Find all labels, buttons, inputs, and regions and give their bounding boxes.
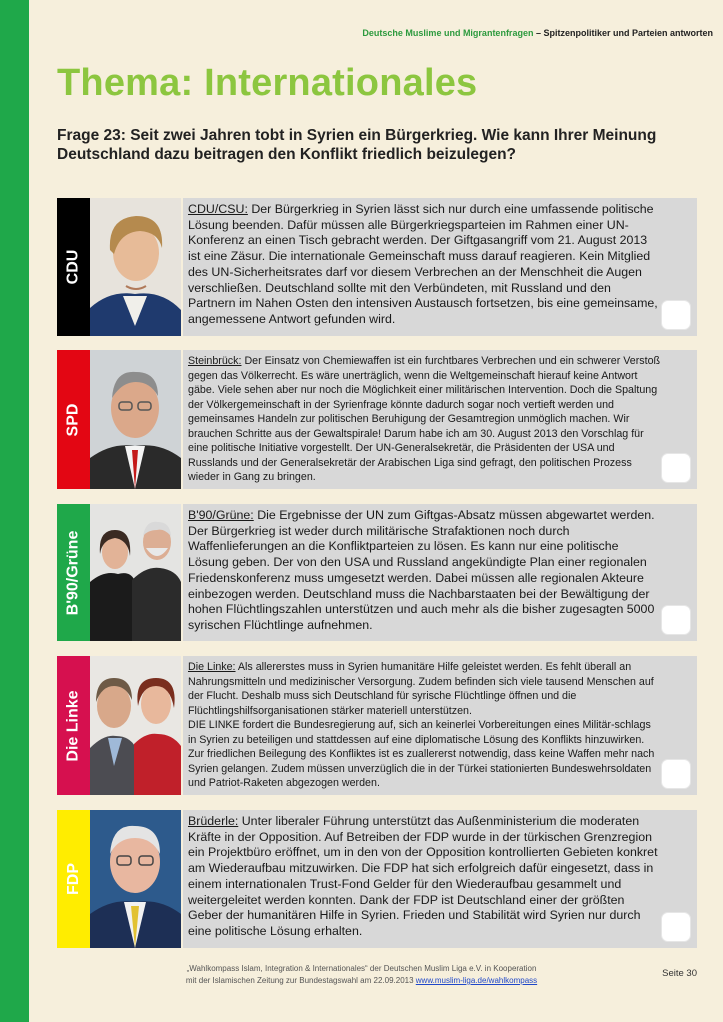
portrait-photo xyxy=(90,504,181,641)
answer-text-box xyxy=(183,656,697,795)
answer-paragraph xyxy=(188,660,661,718)
party-tab-spd xyxy=(57,350,90,489)
answer-text-box xyxy=(183,504,697,641)
footer-line-1: „Wahlkompass Islam, Integration & Internationales“ der Deutschen Muslim Liga e.V. in Kooperation xyxy=(186,964,537,973)
question-text: Frage 23: Seit zwei Jahren tobt in Syrien ein Bürgerkrieg. Wie kann Ihrer Meinung Deutschland dazu beitragen den Konflikt friedlich beizulegen? xyxy=(57,127,657,163)
party-tab-label: B'90/Grüne xyxy=(64,530,82,615)
answer-checkbox[interactable] xyxy=(661,453,691,483)
speaker-name: CDU/CSU: xyxy=(188,202,248,216)
answer-paragraph xyxy=(188,202,661,328)
party-answer-fdp xyxy=(57,810,697,948)
header-subtitle: – Spitzenpolitiker und Parteien antworten xyxy=(535,28,713,38)
answer-text: Der Einsatz von Chemiewaffen ist ein furchtbares Verbrechen und ein schwerer Verstoß gegen das Völkerrecht. Es wäre unerträglich, wenn die Weltgemeinschaft hierauf keine Antwort gäbe. Viele sehen aber nur noch die Möglichkeit einer militärischen Intervention. Doch die Spaltung der Völkergemeinschaft in der Syrienfrage könnte dadurch sogar noch vertieft werden und gemeinsames Handeln zur politischen Beruhigung der Gesamtregion unmöglich machen. Wir brauchen Schritte aus der Gewaltspirale! Darum habe ich am 30. August 2013 den Vorschlag für eine politische Initiative vorgestellt. Der UN-Generalsekretär, die Präsidenten der USA und Russlands und der Generalsekretär der Arabischen Liga sind gefragt, den politischen Prozess wieder in Gang zu bringen. xyxy=(188,355,661,483)
footer-link[interactable]: www.muslim-liga.de/wahlkompass xyxy=(415,976,538,985)
party-tab-cdu xyxy=(57,198,90,336)
speaker-name: Die Linke: xyxy=(188,661,236,673)
portrait-photo xyxy=(90,198,181,336)
speaker-name: Brüderle: xyxy=(188,814,239,828)
party-answer-cdu xyxy=(57,198,697,336)
left-accent-bar xyxy=(0,0,29,1022)
party-tab-linke xyxy=(57,656,90,795)
party-tab-label: Die Linke xyxy=(64,689,82,762)
page-footer xyxy=(0,963,723,987)
party-tab-label: FDP xyxy=(64,863,82,895)
answer-text-box xyxy=(183,198,697,336)
footer-line-2 xyxy=(0,975,723,987)
header-topic: Deutsche Muslime und Migrantenfragen xyxy=(362,28,534,38)
party-answer-linke xyxy=(57,656,697,795)
page-title: Thema: Internationales xyxy=(57,62,478,104)
answer-checkbox[interactable] xyxy=(661,605,691,635)
answer-text: Die Ergebnisse der UN zum Giftgas-Absatz müssen abgewartet werden. Der Bürgerkrieg ist weder durch militärische Strafaktionen noch durch Waffenlieferungen an die Konfliktparteien zu lösen. Es kann nur eine politische Lösung geben. Der von den USA und Russland angekündigte Plan einer regionalen Friedenskonferenz muss umgesetzt werden. Dabei müssen alle regionalen Akteure einbezogen werden. Deutschland muss die Nachbarstaaten bei der Bewältigung der hohen Flüchtlingszahlen unterstützen und auch mehr als die bisher zugesagten 5000 syrischen Flüchtlinge aufnehmen. xyxy=(188,508,655,632)
portrait-photo xyxy=(90,810,181,948)
page-number: Seite 30 xyxy=(662,968,697,979)
answer-paragraph xyxy=(188,508,661,634)
answer-checkbox[interactable] xyxy=(661,759,691,789)
party-tab-label: CDU xyxy=(64,249,82,285)
answer-text: Als allererstes muss in Syrien humanitäre Hilfe geleistet werden. Es fehlt überall an Nahrungsmitteln und medizinischer Versorgung. Zudem befinden sich viele tausend Menschen auf der Flucht. Deshalb muss sich Deutschland für syrische Flüchtlinge öffnen und die Flüchtlingshilfsorganisationen stärker materiell unterstützen. xyxy=(188,661,654,717)
answer-text-box xyxy=(183,350,697,489)
answer-paragraph-2: DIE LINKE fordert die Bundesregierung auf, sich an keinerlei Vorbereitungen eines Militär-schlags in Syrien zu beteiligen und stattdessen auf eine diplomatische Lösung des Konflikts hinzuwirken. Zur friedlichen Beilegung des Konfliktes ist es zuallererst notwendig, dass keine Waffen mehr nach Syrien gelangen. Zudem müssen unverzüglich die in der Türkei stationierten Bundeswehrsoldaten und Patriot-Raketen abgezogen werden. xyxy=(188,719,655,789)
speaker-name: B'90/Grüne: xyxy=(188,508,254,522)
speaker-name: Steinbrück: xyxy=(188,355,242,367)
page-header xyxy=(362,28,713,38)
answer-text: Unter liberaler Führung unterstützt das Außenministerium die moderaten Kräfte in der Opposition. Auf Betreiben der FDP wurde in der türkischen Grenzregion ein Projektbüro eröffnet, um in den von der Opposition kontrollierten Gebieten konkret am Wiederaufbau mitzuwirken. Die FDP hat sich erfolgreich dafür eingesetzt, dass in einem internationalen Trust-Fond Gelder für den Wiederaufbau gesammelt und weitergeleitet werden konnten. Dank der FDP ist Deutschland einer der größten Geber der humanitären Hilfe in Syrien. Frieden und Stabilität wird Syrien nur durch eine politische Lösung erhalten. xyxy=(188,814,658,938)
answer-text: Der Bürgerkrieg in Syrien lässt sich nur durch eine umfassende politische Lösung beenden. Dafür müssen alle Bürgerkriegsparteien im Rahmen einer UN-Konferenz an einen Tisch gebracht werden. Der Giftgasangriff vom 21. August 2013 ist eine Zäsur. Die internationale Gemeinschaft muss darauf reagieren. Kein Mitglied des UN-Sicherheitsrates darf vor diesem Verbrechen an der Menschheit die Augen verschließen. Deutschland sollte mit den Verbündeten, mit Russland und den Partnern im Nahen Osten den intensiven Austausch fortsetzen, bis eine gemeinsame, angemessene Antwort gefunden wird. xyxy=(188,202,658,326)
portrait-photo xyxy=(90,656,181,795)
party-tab-gruene xyxy=(57,504,90,641)
answer-text-box xyxy=(183,810,697,948)
answer-checkbox[interactable] xyxy=(661,300,691,330)
portrait-photo xyxy=(90,350,181,489)
answer-checkbox[interactable] xyxy=(661,912,691,942)
party-answer-gruene xyxy=(57,504,697,641)
party-tab-label: SPD xyxy=(64,403,82,436)
answer-paragraph xyxy=(188,814,661,940)
party-answer-spd xyxy=(57,350,697,489)
footer-line-2-text: mit der Islamischen Zeitung zur Bundestagswahl am 22.09.2013 xyxy=(185,976,416,985)
answer-paragraph xyxy=(188,354,661,485)
party-tab-fdp xyxy=(57,810,90,948)
